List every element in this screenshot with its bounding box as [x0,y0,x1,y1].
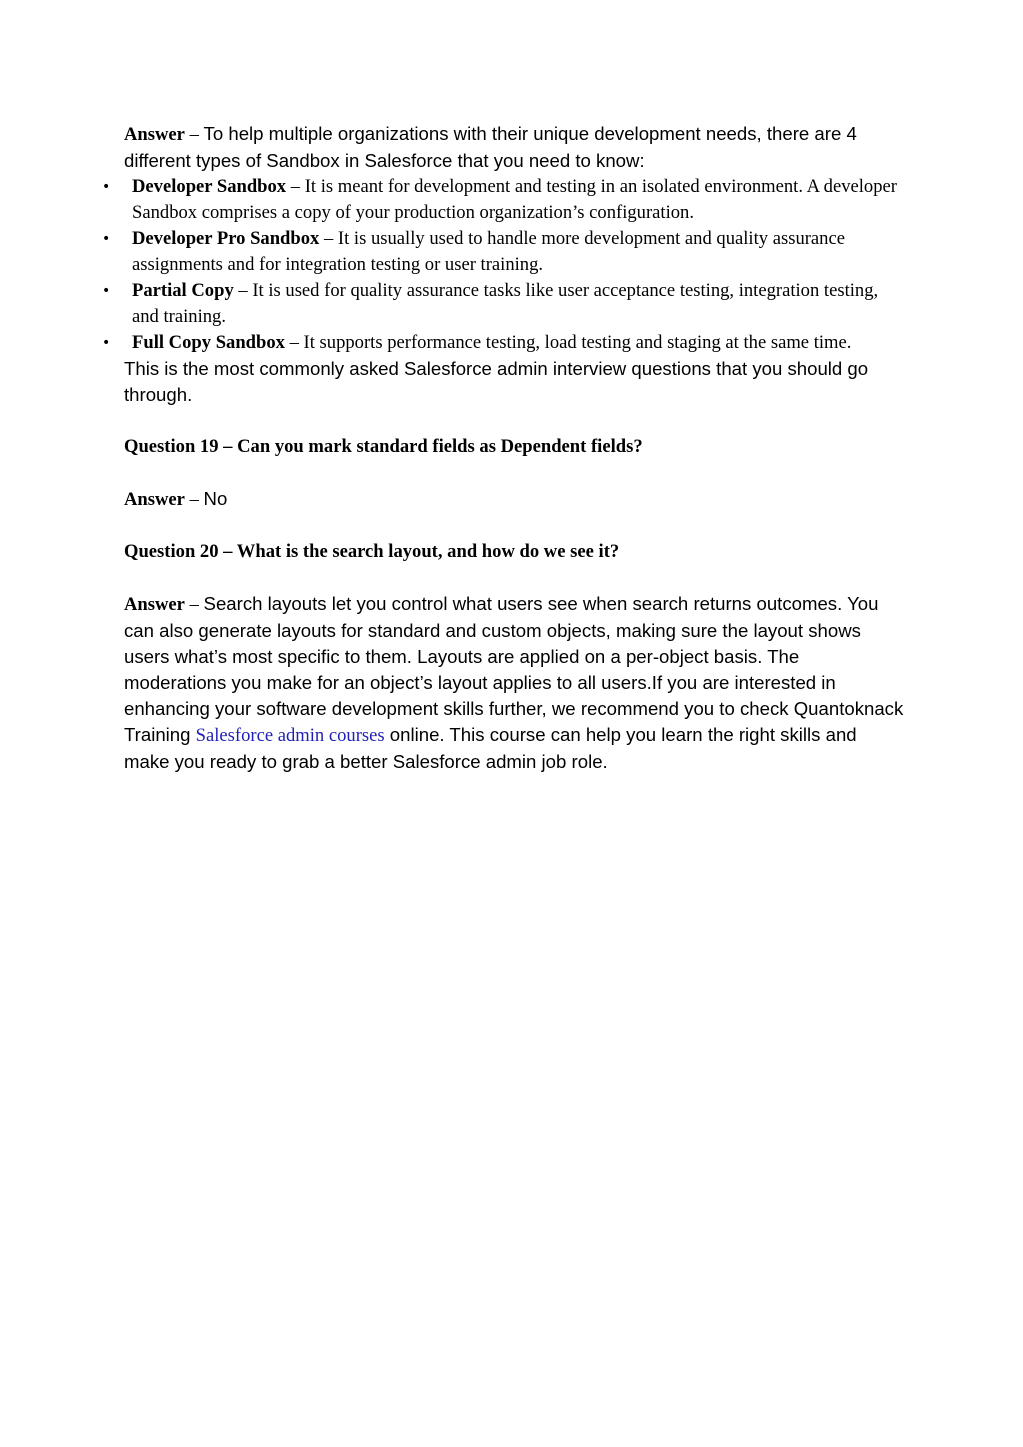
answer-dash: – [184,594,204,615]
answer-text: No [203,488,228,509]
answer-label: Answer [124,594,185,615]
sandbox-description: – It supports performance testing, load testing and staging at the same time. [284,332,852,353]
spacer [124,408,904,434]
sandbox-description: – It is used for quality assurance tasks like user acceptance testing, integration testing, and training. [132,280,879,327]
document-page [102,121,904,775]
salesforce-admin-courses-link[interactable]: Salesforce admin courses [195,725,385,746]
answer-text: Search layouts let you control what users see when search returns outcomes. You can also generate layouts for standard and custom objects, making sure the layout shows users what’s most specific to them. Layouts are applied on a per-object basis. The moderations you make for an object’s layout applies to all users.If you are interested in enhancing your software development skills further, we recommend you to check Quantoknack Training [124,593,904,745]
bullet-icon: • [102,179,111,195]
question-20-answer [124,591,904,775]
intro-answer-text: To help multiple organizations with their unique development needs, there are 4 different types of Sandbox in Salesforce that you need to know: [124,123,857,171]
answer-text-continued: online. This course can help you learn the right skills and make you ready to grab a better Salesforce admin job role. [124,724,857,772]
question-19-heading: Question 19 – Can you mark standard fields as Dependent fields? [124,436,643,457]
spacer [124,460,904,486]
sandbox-name: Full Copy Sandbox [132,332,285,353]
sandbox-name: Developer Sandbox [132,176,287,197]
answer-dash: – [184,489,204,510]
question-19-answer [124,486,904,513]
answer-label: Answer [124,489,185,510]
sandbox-description: – It is usually used to handle more development and quality assurance assignments and for integration testing or user training. [132,228,845,275]
list-item-full-copy-sandbox [102,330,904,356]
spacer [124,513,904,539]
closing-paragraph: This is the most commonly asked Salesforce admin interview questions that you should go through. [124,358,869,405]
bullet-icon: • [102,335,111,351]
list-item-partial-copy [102,278,904,330]
list-item-developer-pro-sandbox [102,226,904,278]
sandbox-name: Partial Copy [132,280,234,301]
spacer [124,565,904,591]
intro-answer-dash: – [184,124,204,145]
bullet-icon: • [102,231,111,247]
intro-answer [124,121,904,174]
list-item-developer-sandbox [102,174,904,226]
intro-answer-label: Answer [124,124,185,145]
sandbox-name: Developer Pro Sandbox [132,228,320,249]
sandbox-description: – It is meant for development and testing in an isolated environment. A developer Sandbox comprises a copy of your production organization’s configuration. [132,176,897,223]
question-20-heading: Question 20 – What is the search layout, and how do we see it? [124,541,620,562]
bullet-icon: • [102,283,111,299]
sandbox-type-list [102,174,904,356]
